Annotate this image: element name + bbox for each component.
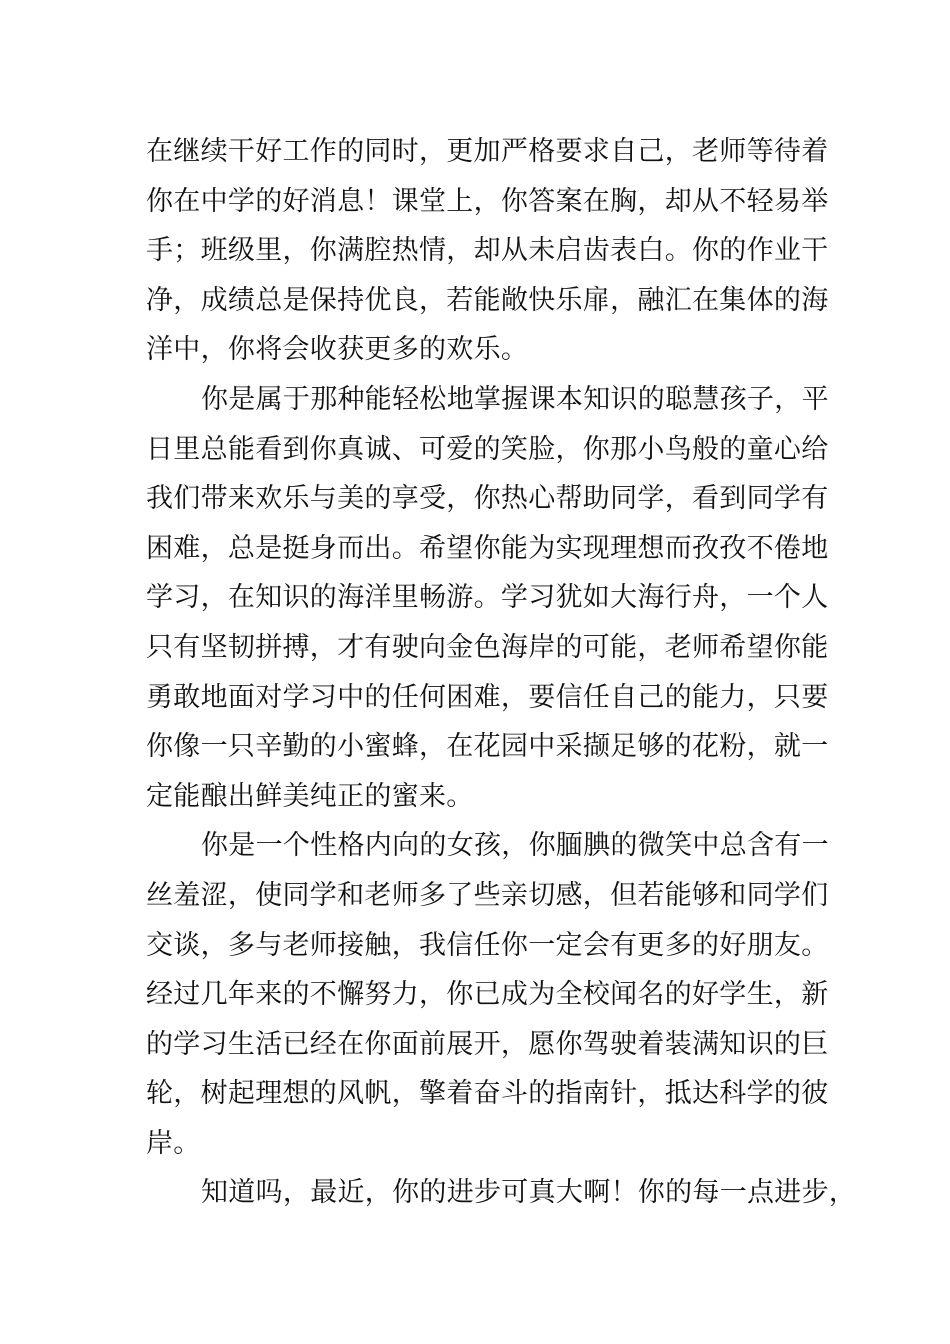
text-line: 定能酿出鲜美纯正的蜜来。	[146, 780, 474, 812]
text-line: 交谈，多与老师接触，我信任你一定会有更多的好朋友。	[146, 929, 829, 961]
paragraph-first-line: 知道吗，最近，你的进步可真大啊！你的每一点进步，	[201, 1177, 857, 1209]
text-line: 岸。	[146, 1127, 201, 1159]
text-line: 的学习生活已经在你面前展开，愿你驾驶着装满知识的巨	[146, 1028, 829, 1060]
text-line: 只有坚韧拼搏，才有驶向金色海岸的可能，老师希望你能	[146, 631, 829, 663]
text-line: 净，成绩总是保持优良，若能敞快乐扉，融汇在集体的海	[146, 284, 829, 316]
text-line: 你在中学的好消息！课堂上，你答案在胸，却从不轻易举	[146, 185, 829, 217]
text-line: 你像一只辛勤的小蜜蜂，在花园中采撷足够的花粉，就一	[146, 731, 829, 763]
paragraph-first-line: 你是属于那种能轻松地掌握课本知识的聪慧孩子，平	[201, 383, 829, 415]
text-line: 手；班级里，你满腔热情，却从未启齿表白。你的作业干	[146, 235, 829, 267]
text-line: 洋中，你将会收获更多的欢乐。	[146, 334, 529, 366]
text-line: 丝羞涩，使同学和老师多了些亲切感，但若能够和同学们	[146, 879, 829, 911]
paragraph-first-line: 你是一个性格内向的女孩，你腼腆的微笑中总含有一	[201, 830, 829, 862]
document-body	[146, 127, 857, 1218]
text-line: 在继续干好工作的同时，更加严格要求自己，老师等待着	[146, 136, 829, 167]
text-line: 困难，总是挺身而出。希望你能为实现理想而孜孜不倦地	[146, 532, 829, 564]
text-line: 勇敢地面对学习中的任何困难，要信任自己的能力，只要	[146, 681, 829, 713]
text-line: 我们带来欢乐与美的享受，你热心帮助同学，看到同学有	[146, 483, 829, 515]
text-line: 日里总能看到你真诚、可爱的笑脸，你那小鸟般的童心给	[146, 433, 829, 465]
text-line: 轮，树起理想的风帆，擎着奋斗的指南针，抵达科学的彼	[146, 1078, 829, 1110]
text-line: 经过几年来的不懈努力，你已成为全校闻名的好学生，新	[146, 979, 829, 1011]
text-line: 学习，在知识的海洋里畅游。学习犹如大海行舟，一个人	[146, 582, 829, 614]
